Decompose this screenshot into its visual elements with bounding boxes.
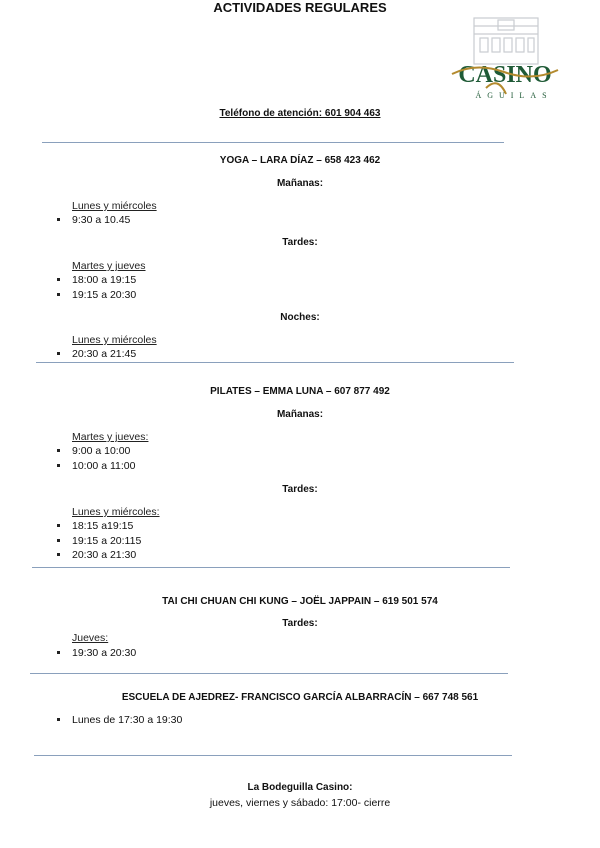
- bullet-icon: [57, 278, 60, 281]
- list-item: 9:30 a 10.45: [57, 214, 130, 226]
- bullet-icon: [57, 293, 60, 296]
- bullet-icon: [57, 352, 60, 355]
- divider: [36, 362, 514, 363]
- bullet-icon: [57, 218, 60, 221]
- section-title-yoga: YOGA – LARA DÍAZ – 658 423 462: [219, 155, 381, 166]
- period-label: Mañanas:: [276, 178, 324, 189]
- section-title-ajedrez: ESCUELA DE AJEDREZ- FRANCISCO GARCÍA ALBARRACÍN – 667 748 561: [121, 692, 479, 703]
- divider: [32, 567, 510, 568]
- bullet-icon: [57, 524, 60, 527]
- days-label: Lunes y miércoles: [72, 334, 157, 346]
- bullet-icon: [57, 449, 60, 452]
- footer-schedule: jueves, viernes y sábado: 17:00- cierre: [209, 797, 391, 809]
- building-icon: [446, 14, 564, 106]
- divider: [42, 142, 504, 143]
- period-label: Tardes:: [282, 237, 318, 248]
- list-item: Lunes de 17:30 a 19:30: [57, 714, 182, 726]
- list-item: 9:00 a 10:00: [57, 445, 130, 457]
- footer-title: La Bodeguilla Casino:: [247, 782, 353, 793]
- contact-phone: Teléfono de atención: 601 904 463: [219, 108, 381, 119]
- divider: [30, 673, 508, 674]
- section-title-tai-chi: TAI CHI CHUAN CHI KUNG – JOËL JAPPAIN – 619 501 574: [162, 596, 438, 607]
- list-item: 10:00 a 11:00: [57, 460, 135, 472]
- page-title: ACTIVIDADES REGULARES: [213, 0, 387, 15]
- period-label: Tardes:: [282, 618, 318, 629]
- list-item: 18:15 a19:15: [57, 520, 133, 532]
- period-label: Noches:: [280, 312, 320, 323]
- list-item: 20:30 a 21:30: [57, 549, 136, 561]
- bullet-icon: [57, 464, 60, 467]
- bullet-icon: [57, 651, 60, 654]
- casino-aguilas-logo: [446, 14, 564, 106]
- list-item: 18:00 a 19:15: [57, 274, 136, 286]
- logo-word: CASINO: [458, 62, 552, 88]
- list-item: 19:15 a 20:30: [57, 289, 136, 301]
- days-label: Lunes y miércoles:: [72, 506, 160, 518]
- days-label: Martes y jueves: [72, 260, 146, 272]
- period-label: Tardes:: [282, 484, 318, 495]
- logo-subword: ÁGUILAS: [475, 91, 553, 100]
- list-item: 19:30 a 20:30: [57, 647, 136, 659]
- list-item: 19:15 a 20:115: [57, 535, 141, 547]
- days-label: Jueves:: [72, 632, 109, 644]
- list-item: 20:30 a 21:45: [57, 348, 136, 360]
- bullet-icon: [57, 718, 60, 721]
- bullet-icon: [57, 553, 60, 556]
- days-label: Lunes y miércoles: [72, 200, 157, 212]
- days-label: Martes y jueves:: [72, 431, 149, 443]
- section-title-pilates: PILATES – EMMA LUNA – 607 877 492: [210, 386, 390, 397]
- divider: [34, 755, 512, 756]
- period-label: Mañanas:: [276, 409, 324, 420]
- bullet-icon: [57, 539, 60, 542]
